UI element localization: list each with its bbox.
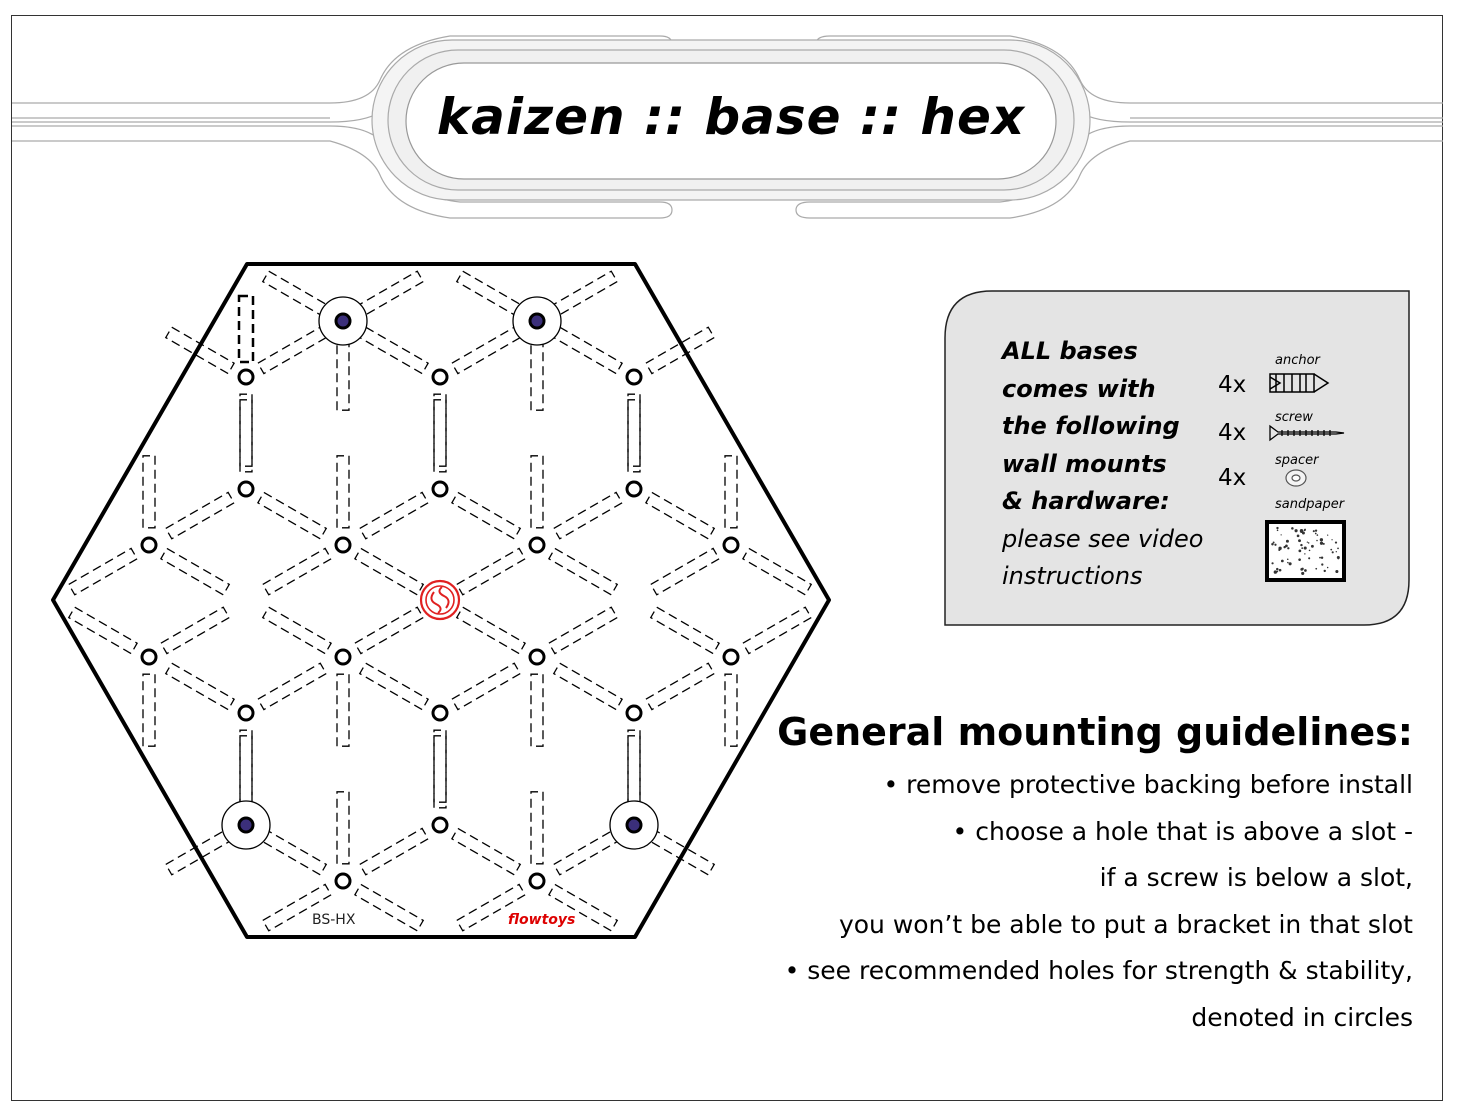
sandpaper-grain <box>1297 535 1300 538</box>
spacer-label: spacer <box>1275 453 1319 468</box>
mounting-slot <box>725 674 737 746</box>
mounting-slot <box>258 663 326 709</box>
sandpaper-grain <box>1291 527 1294 530</box>
sandpaper-grain <box>1327 567 1329 569</box>
sandpaper-grain <box>1286 540 1289 543</box>
mounting-hole <box>433 706 447 720</box>
mounting-hole <box>239 706 253 720</box>
sandpaper-grain <box>1281 560 1284 563</box>
sandpaper-grain <box>1316 540 1318 542</box>
mounting-slot <box>143 674 155 746</box>
sandpaper-grain <box>1298 539 1301 542</box>
sandpaper-grain <box>1317 534 1319 536</box>
mounting-hole <box>530 874 544 888</box>
sandpaper-grain <box>1319 557 1321 559</box>
sandpaper-grain <box>1301 547 1303 549</box>
guideline-line: denoted in circles <box>1191 1002 1413 1032</box>
sandpaper-grain <box>1321 563 1323 565</box>
screw-icon <box>1270 426 1344 440</box>
sandpaper-grain <box>1308 542 1310 544</box>
hardware-intro-line: wall mounts <box>1002 449 1167 478</box>
sandpaper-grain <box>1281 534 1282 535</box>
sandpaper-grain <box>1276 527 1278 529</box>
sandpaper-grain <box>1279 569 1282 572</box>
sandpaper-grain <box>1335 542 1337 544</box>
mounting-hole <box>530 650 544 664</box>
sandpaper-grain <box>1307 541 1308 542</box>
sandpaper-label: sandpaper <box>1275 497 1345 512</box>
sandpaper-grain <box>1324 570 1326 572</box>
sandpaper-grain <box>1287 547 1289 549</box>
recommended-hole <box>239 818 253 832</box>
sandpaper-grain <box>1320 542 1323 545</box>
sandpaper-grain <box>1304 529 1306 531</box>
brand-logo: flowtoys <box>508 912 576 928</box>
guideline-line: • choose a hole that is above a slot - <box>952 816 1413 846</box>
sandpaper-grain <box>1331 539 1332 540</box>
sandpaper-grain <box>1304 553 1305 554</box>
anchor-label: anchor <box>1275 353 1320 368</box>
mounting-slot <box>531 674 543 746</box>
sandpaper-grain <box>1311 545 1314 548</box>
anchor-quantity: 4x <box>1218 372 1247 398</box>
sandpaper-grain <box>1287 558 1289 560</box>
hardware-intro-line: the following <box>1002 412 1180 440</box>
mounting-slot <box>646 663 714 709</box>
mounting-slot <box>434 736 446 808</box>
sandpaper-grain <box>1276 568 1278 570</box>
guideline-line: • remove protective backing before install <box>883 770 1413 799</box>
sandpaper-grain <box>1336 551 1337 552</box>
sandpaper-grain <box>1298 558 1301 561</box>
mounting-slot <box>360 828 428 874</box>
mounting-slot <box>360 663 428 709</box>
hardware-intro-line: ALL bases <box>1002 337 1138 365</box>
anchor-icon <box>1270 374 1328 392</box>
sandpaper-grain <box>1335 570 1338 573</box>
mounting-slot <box>355 884 423 930</box>
mounting-slot <box>161 607 229 653</box>
mounting-slot <box>240 730 252 802</box>
mounting-slot <box>263 607 331 653</box>
sandpaper-grain <box>1309 550 1311 552</box>
spacer-icon <box>1286 470 1306 486</box>
sandpaper-grain <box>1276 571 1278 573</box>
hardware-note-line: please see video <box>1002 524 1204 553</box>
sandpaper-grain <box>1338 558 1340 560</box>
sandpaper-grain <box>1271 562 1273 564</box>
mounting-slot <box>531 792 543 864</box>
guideline-line: you won’t be able to put a bracket in that slot <box>838 909 1413 939</box>
mounting-hole <box>336 650 350 664</box>
sandpaper-grain <box>1298 550 1301 553</box>
mounting-slot <box>549 607 617 653</box>
sandpaper-grain <box>1278 549 1280 551</box>
sandpaper-grain <box>1295 529 1298 532</box>
screw-label: screw <box>1275 410 1313 425</box>
sandpaper-grain <box>1301 572 1304 575</box>
mounting-slot <box>355 607 423 653</box>
sandpaper-grain <box>1313 530 1315 532</box>
sandpaper-grain <box>1277 529 1279 531</box>
model-label: BS-HX <box>312 912 356 928</box>
sandpaper-grain <box>1332 551 1334 553</box>
mounting-hole <box>336 874 350 888</box>
mounting-hole <box>724 650 738 664</box>
sandpaper-grain <box>1300 529 1303 532</box>
sandpaper-grain <box>1274 570 1277 573</box>
sandpaper-grain <box>1320 538 1323 541</box>
recommended-hole <box>627 818 641 832</box>
sandpaper-grain <box>1315 530 1317 532</box>
mounting-slot <box>337 674 349 746</box>
mounting-slot <box>554 663 622 709</box>
sandpaper-grain <box>1287 562 1288 563</box>
sandpaper-grain <box>1274 544 1276 546</box>
sandpaper-grain <box>1300 568 1303 571</box>
sandpaper-grain <box>1271 543 1273 545</box>
guidelines-heading: General mounting guidelines: <box>777 710 1413 754</box>
sandpaper-grain <box>1315 568 1317 570</box>
screw-quantity: 4x <box>1218 420 1247 446</box>
hardware-intro-line: & hardware: <box>1002 487 1170 515</box>
sandpaper-grain <box>1300 544 1302 546</box>
mounting-hole <box>627 706 641 720</box>
mounting-guidelines <box>777 710 1413 1041</box>
hardware-note-line: instructions <box>1002 562 1143 590</box>
sandpaper-grain <box>1337 548 1339 550</box>
mounting-slot <box>452 828 520 874</box>
sandpaper-grain <box>1289 562 1292 565</box>
mounting-slot <box>628 736 640 808</box>
mounting-hole <box>142 650 156 664</box>
mounting-slot <box>434 730 446 802</box>
sandpaper-grain <box>1308 557 1310 559</box>
page-title: kaizen :: base :: hex <box>436 88 1026 146</box>
mounting-slot <box>651 607 719 653</box>
sandpaper-grain <box>1304 569 1307 572</box>
sandpaper-grain <box>1327 534 1328 535</box>
mounting-slot <box>240 736 252 808</box>
mounting-slot <box>628 730 640 802</box>
guideline-line: if a screw is below a slot, <box>1099 863 1413 892</box>
mounting-slot <box>337 792 349 864</box>
spacer-quantity: 4x <box>1218 465 1247 491</box>
mounting-slot <box>452 663 520 709</box>
mounting-hole <box>433 818 447 832</box>
mounting-slot <box>457 607 525 653</box>
sandpaper-grain <box>1304 547 1307 550</box>
sandpaper-grain <box>1315 533 1317 535</box>
sandpaper-grain <box>1330 549 1332 551</box>
mounting-slot <box>166 663 234 709</box>
guideline-line: • see recommended holes for strength & stability, <box>784 956 1413 985</box>
sandpaper-grain <box>1285 545 1288 548</box>
sandpaper-icon <box>1267 522 1344 580</box>
sandpaper-grain <box>1321 557 1323 559</box>
hardware-intro-line: comes with <box>1002 374 1156 403</box>
